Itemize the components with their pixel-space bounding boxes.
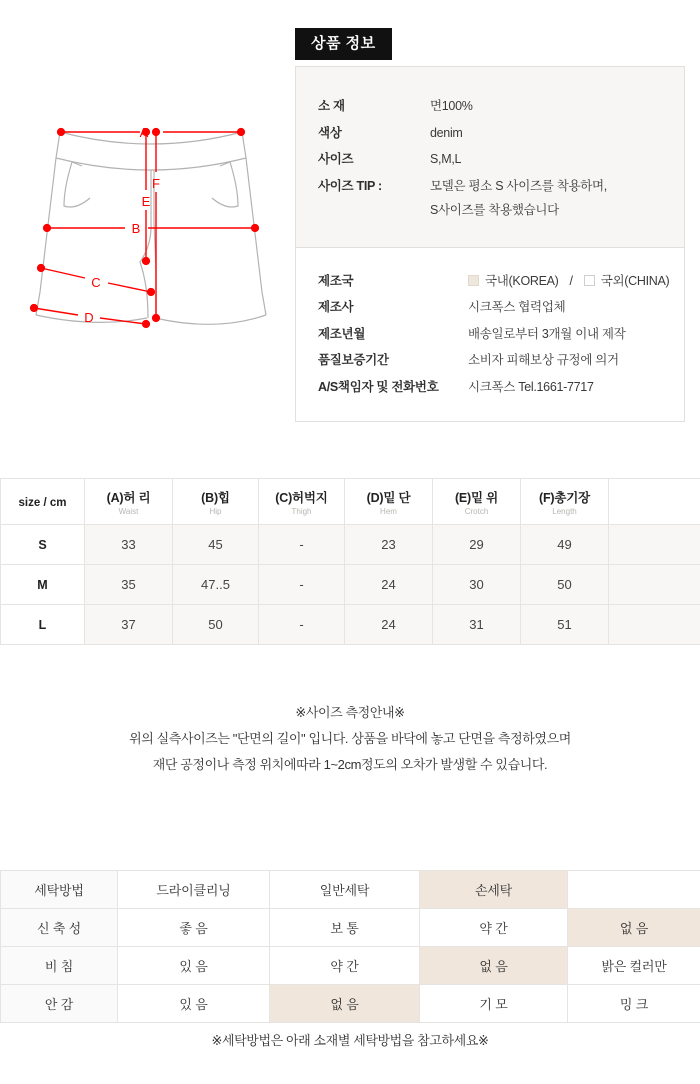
- origin-korea-label: 국내(KOREA): [485, 273, 559, 288]
- info-row-size: [296, 146, 684, 173]
- care-cell-lining-none[interactable]: 없 음: [270, 985, 420, 1023]
- size-header-length: (F)총기장 Length: [521, 479, 609, 525]
- size-m-crotch: 30: [433, 565, 521, 605]
- size-l-waist: 37: [85, 605, 173, 645]
- table-row: [1, 947, 700, 985]
- info-label-origin: 제조국: [318, 273, 354, 288]
- care-rowhead-washing-method: 세탁방법: [1, 871, 118, 909]
- size-s-thigh: -: [259, 525, 345, 565]
- origin-china-label: 국외(CHINA): [600, 273, 670, 288]
- size-m-hem: 24: [345, 565, 433, 605]
- info-row-manufacture-date: [296, 321, 684, 348]
- care-cell-elasticity-none[interactable]: 없 음: [568, 909, 700, 947]
- size-l-crotch: 31: [433, 605, 521, 645]
- info-row-origin: [296, 268, 684, 295]
- care-method-notice: ※세탁방법은 아래 소재별 세탁방법을 참고하세요※: [211, 1033, 489, 1048]
- diagram-label-a: A: [139, 125, 149, 140]
- size-m-hip: 47..5: [173, 565, 259, 605]
- care-cell-dry-cleaning[interactable]: 드라이클리닝: [118, 871, 270, 909]
- info-row-color: [296, 120, 684, 147]
- size-l-hip: 50: [173, 605, 259, 645]
- info-label-size: 사이즈: [318, 152, 354, 167]
- info-label-manufacturer: 제조사: [318, 300, 354, 315]
- size-m-waist: 35: [85, 565, 173, 605]
- size-s-waist: 33: [85, 525, 173, 565]
- info-row-as-contact: [296, 374, 684, 401]
- info-value-size-tip-line2: S사이즈를 착용했습니다: [430, 202, 559, 217]
- size-header-crotch: (E)밑 위 Crotch: [433, 479, 521, 525]
- size-notice-line1: 위의 실측사이즈는 "단면의 길이" 입니다. 상품을 바닥에 놓고 단면을 측정하였으며: [129, 731, 571, 746]
- care-cell-elasticity-good[interactable]: 좋 음: [118, 909, 270, 947]
- table-row: [1, 565, 700, 605]
- care-rowhead-sheerness: 비 침: [1, 947, 118, 985]
- manufacture-info-group: [296, 248, 684, 421]
- table-row: [1, 985, 700, 1023]
- care-cell-lining-fleece[interactable]: 기 모: [420, 985, 568, 1023]
- diagram-label-b: B: [131, 221, 141, 236]
- table-row: [1, 525, 700, 565]
- info-row-manufacturer: [296, 294, 684, 321]
- size-l-hem: 24: [345, 605, 433, 645]
- size-header-waist: (A)허 리 Waist: [85, 479, 173, 525]
- info-row-warranty: [296, 347, 684, 374]
- size-header-hem: (D)밑 단 Hem: [345, 479, 433, 525]
- table-row: [1, 605, 700, 645]
- size-l-length: 51: [521, 605, 609, 645]
- size-l-thigh: -: [259, 605, 345, 645]
- info-label-color: 색상: [318, 125, 342, 140]
- info-value-size: S,M,L: [430, 152, 462, 167]
- care-cell-sheerness-yes[interactable]: 있 음: [118, 947, 270, 985]
- info-row-size-tip: [296, 173, 684, 200]
- origin-separator: /: [569, 273, 573, 288]
- care-cell-elasticity-slight[interactable]: 약 간: [420, 909, 568, 947]
- info-value-manufacturer: 시크폭스 협력업체: [468, 300, 566, 315]
- size-s-hip: 45: [173, 525, 259, 565]
- info-label-as-contact: A/S책임자 및 전화번호: [318, 380, 439, 394]
- size-table-header-row: [1, 479, 700, 525]
- info-value-warranty: 소비자 피해보상 규정에 의거: [468, 353, 619, 368]
- diagram-label-c: C: [91, 275, 101, 290]
- size-header-hip: (B)힙 Hip: [173, 479, 259, 525]
- info-value-material: 면100%: [430, 99, 473, 113]
- table-row: [1, 909, 700, 947]
- size-chart-table: [0, 478, 700, 645]
- care-cell-lining-yes[interactable]: 있 음: [118, 985, 270, 1023]
- care-cell-sheerness-none[interactable]: 없 음: [420, 947, 568, 985]
- size-header-thigh: (C)허벅지 Thigh: [259, 479, 345, 525]
- size-s-crotch: 29: [433, 525, 521, 565]
- info-row-material: [296, 93, 684, 120]
- care-cell-washing-blank: [568, 871, 700, 909]
- checkbox-origin-china[interactable]: [584, 275, 595, 286]
- info-label-warranty: 품질보증기간: [318, 353, 389, 368]
- care-rowhead-lining: 안 감: [1, 985, 118, 1023]
- size-notice-title: ※사이즈 측정안내※: [295, 705, 405, 720]
- care-cell-elasticity-normal[interactable]: 보 통: [270, 909, 420, 947]
- size-measurement-notice: [0, 700, 700, 778]
- care-rowhead-elasticity: 신 축 성: [1, 909, 118, 947]
- care-cell-lining-mink[interactable]: 밍 크: [568, 985, 700, 1023]
- care-cell-hand-wash[interactable]: 손세탁: [420, 871, 568, 909]
- size-header-sizecm: size / cm: [1, 479, 85, 525]
- info-value-color: denim: [430, 125, 463, 140]
- section-tag-product-info: 상품 정보: [295, 28, 392, 60]
- info-label-manufacture-date: 제조년월: [318, 326, 366, 341]
- table-row: [1, 871, 700, 909]
- info-value-as-contact: 시크폭스 Tel.1661-7717: [468, 380, 594, 394]
- shorts-measurement-diagram: [20, 110, 282, 350]
- size-header-blank: [609, 479, 700, 525]
- size-s-blank: [609, 525, 700, 565]
- diagram-label-d: D: [84, 310, 94, 325]
- care-cell-sheerness-light-color-only[interactable]: 밝은 컬러만: [568, 947, 700, 985]
- diagram-label-e: E: [141, 194, 151, 209]
- checkbox-origin-korea[interactable]: [468, 275, 479, 286]
- size-m-blank: [609, 565, 700, 605]
- top-section: [0, 0, 700, 420]
- care-cell-normal-wash[interactable]: 일반세탁: [270, 871, 420, 909]
- size-s-length: 49: [521, 525, 609, 565]
- info-label-size-tip: 사이즈 TIP :: [318, 178, 382, 193]
- info-value-origin: [468, 271, 669, 292]
- size-label-l: L: [1, 605, 85, 645]
- diagram-label-f: F: [152, 176, 160, 191]
- product-info-panel: [295, 28, 685, 422]
- size-m-length: 50: [521, 565, 609, 605]
- size-label-m: M: [1, 565, 85, 605]
- info-value-size-tip: 모델은 평소 S 사이즈를 착용하며,: [430, 178, 607, 193]
- basic-info-group: [296, 67, 684, 248]
- size-m-thigh: -: [259, 565, 345, 605]
- info-label-material: 소 재: [318, 99, 345, 113]
- info-box: [295, 66, 685, 422]
- size-label-s: S: [1, 525, 85, 565]
- care-instructions-table: [0, 870, 700, 1023]
- care-cell-sheerness-slight[interactable]: 약 간: [270, 947, 420, 985]
- info-value-manufacture-date: 배송일로부터 3개월 이내 제작: [468, 326, 626, 341]
- size-s-hem: 23: [345, 525, 433, 565]
- size-l-blank: [609, 605, 700, 645]
- size-notice-line2: 재단 공정이나 측정 위치에따라 1~2cm정도의 오차가 발생할 수 있습니다.: [152, 757, 548, 772]
